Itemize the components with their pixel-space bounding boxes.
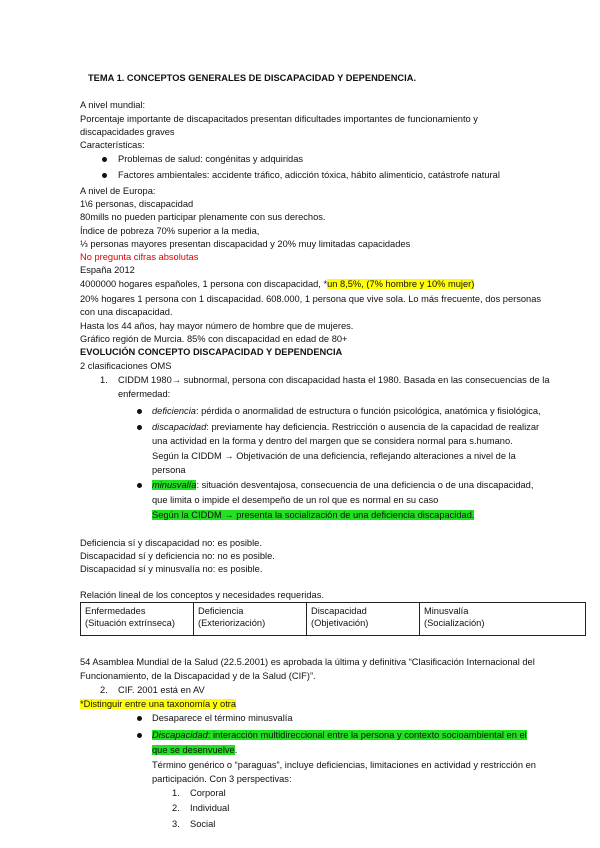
table-row — [81, 603, 586, 636]
relacion-table — [80, 602, 586, 636]
highlight-green — [152, 730, 527, 740]
bullet-dot — [102, 173, 107, 178]
highlight-green: Según la CIDDM → presenta la socialización de una deficiencia discapacidad. — [152, 510, 475, 520]
discapacidad-line — [152, 421, 539, 433]
europa-heading: A nivel de Europa: — [80, 186, 156, 196]
cif-bullet-1: Desaparece el término minusvalía — [152, 713, 293, 723]
espana-heading: España 2012 — [80, 265, 135, 275]
perspectiva-number: 3. — [172, 819, 180, 829]
item2-number: 2. — [100, 685, 108, 695]
asamblea-line-2: Funcionamiento, de la Discapacidad y de la Salud (CIF)”. — [80, 671, 316, 681]
discapacidad-line-b: una actividad en la forma y dentro del margen que se considera normal para s.humano. — [152, 436, 513, 446]
table-cell — [420, 603, 586, 636]
highlight-yellow: un 8,5%, (7% hombre y 10% mujer) — [327, 279, 475, 289]
highlight-green: que se desenvuelve — [152, 745, 235, 755]
perspectiva-corporal: Corporal — [190, 788, 226, 798]
bullet-dot — [137, 425, 142, 430]
cell-term: Enfermedades — [85, 606, 146, 616]
mundial-line-1: Porcentaje importante de discapacitados presentan dificultades importantes de funcionamiento y — [80, 114, 478, 124]
cell-subtitle: (Objetivación) — [311, 618, 369, 628]
cell-subtitle: (Socialización) — [424, 618, 485, 628]
europa-line-1: 1\6 personas, discapacidad — [80, 199, 194, 209]
discapacidad-line-c: Según la CIDDM → Objetivación de una deficiencia, reflejando alteraciones a nivel de la — [152, 451, 516, 461]
deficiencia-line — [152, 405, 541, 417]
discapacidad-cif-term: Discapacidad — [152, 730, 208, 740]
discapacidad-text: : previamente hay deficiencia. Restricción o ausencia de la capacidad de realizar — [206, 422, 540, 432]
deficiencia-text: : pérdida o anormalidad de estructura o función psicológica, anatómica y fisiológica, — [195, 406, 541, 416]
posible-line-3: Discapacidad sí y minusvalía no: es posible. — [80, 564, 263, 574]
minusvalia-line-c — [152, 509, 474, 521]
espana-line-3: con una discapacidad. — [80, 307, 173, 317]
document-title: TEMA 1. CONCEPTOS GENERALES DE DISCAPACIDAD Y DEPENDENCIA. — [88, 73, 417, 83]
caract-bullet-1: Problemas de salud: congénitas y adquiridas — [118, 154, 304, 164]
perspectiva-individual: Individual — [190, 803, 230, 813]
caract-bullet-2: Factores ambientales: accidente tráfico, adicción tóxica, hábito alimenticio, catástrofe natural — [118, 170, 500, 180]
bullet-dot — [102, 157, 107, 162]
minusvalia-text: : situación desventajosa, consecuencia de una deficiencia o de una discapacidad, — [196, 480, 534, 490]
espana-line-5: Gráfico región de Murcia. 85% con discapacidad en edad de 80+ — [80, 334, 348, 344]
table-cell — [194, 603, 307, 636]
table-cell — [307, 603, 420, 636]
item1-number: 1. — [100, 375, 108, 385]
deficiencia-term: deficiencia — [152, 406, 196, 416]
posible-line-1: Deficiencia sí y discapacidad no: es posible. — [80, 538, 262, 548]
perspectiva-number: 2. — [172, 803, 180, 813]
cell-term: Deficiencia — [198, 606, 244, 616]
asamblea-line-1: 54 Asamblea Mundial de la Salud (22.5.2001) es aprobada la última y definitiva “Clasificación Internacional del — [80, 657, 535, 667]
discapacidad-term: discapacidad — [152, 422, 207, 432]
item2-text: CIF. 2001 está en AV — [118, 685, 205, 695]
bullet-dot — [137, 733, 142, 738]
cif-bullet-2 — [152, 729, 527, 741]
oms-line: 2 clasificaciones OMS — [80, 361, 172, 371]
discapacidad-cif-text: : interacción multidireccional entre la persona y contexto socioambiental en el — [207, 730, 527, 740]
espana-line-2: 20% hogares 1 persona con 1 discapacidad. 608.000, 1 persona que vive sola. Lo más frecuente, dos personas — [80, 294, 542, 304]
mundial-line-2: discapacidades graves — [80, 127, 175, 137]
perspectiva-social: Social — [190, 819, 216, 829]
cell-subtitle: (Situación extrínseca) — [85, 618, 175, 628]
red-note: No pregunta cifras absolutas — [80, 252, 199, 262]
table-cell — [81, 603, 194, 636]
minusvalia-line-b: que limita o impide el desempeño de un rol que es normal en su caso — [152, 495, 439, 505]
cell-term: Discapacidad — [311, 606, 367, 616]
mundial-heading: A nivel mundial: — [80, 100, 146, 110]
taxonomia-line — [80, 698, 236, 710]
generico-line-1: Término genérico o “paraguas”, incluye deficiencias, limitaciones en actividad y restricción en — [152, 760, 536, 770]
minusvalia-line — [152, 479, 533, 491]
bullet-dot — [137, 716, 142, 721]
item1-line-b: enfermedad: — [118, 389, 171, 399]
europa-line-3: Índice de pobreza 70% superior a la media, — [80, 226, 260, 236]
perspectiva-number: 1. — [172, 788, 180, 798]
minusvalia-term: minusvalía — [152, 480, 197, 490]
caracteristicas-label: Características: — [80, 140, 145, 150]
bullet-dot — [137, 483, 142, 488]
espana-line-1 — [80, 278, 474, 290]
cell-term: Minusvalía — [424, 606, 469, 616]
cif-bullet-2-b — [152, 744, 237, 756]
evolucion-heading: EVOLUCIÓN CONCEPTO DISCAPACIDAD Y DEPENDENCIA — [80, 347, 343, 357]
item1-line-a: CIDDM 1980→ subnormal, persona con discapacidad hasta el 1980. Basada en las consecuencias de la — [118, 375, 550, 385]
relacion-caption: Relación lineal de los conceptos y necesidades requeridas. — [80, 590, 324, 600]
espana-line-4: Hasta los 44 años, hay mayor número de hombre que de mujeres. — [80, 321, 354, 331]
generico-line-2: participación. Con 3 perspectivas: — [152, 774, 292, 784]
espana-line-1-text: 4000000 hogares españoles, 1 persona con discapacidad, * — [80, 279, 328, 289]
cell-subtitle: (Exteriorización) — [198, 618, 266, 628]
discapacidad-line-d: persona — [152, 465, 186, 475]
cif-bullet-2-period: . — [234, 745, 238, 755]
europa-line-4: ⅓ personas mayores presentan discapacidad y 20% muy limitadas capacidades — [80, 239, 411, 249]
posible-line-2: Discapacidad sí y deficiencia no: no es posible. — [80, 551, 275, 561]
bullet-dot — [137, 409, 142, 414]
highlight-yellow: *Distinguir entre una taxonomía y otra — [80, 699, 237, 709]
europa-line-2: 80mills no pueden participar plenamente con sus derechos. — [80, 212, 326, 222]
